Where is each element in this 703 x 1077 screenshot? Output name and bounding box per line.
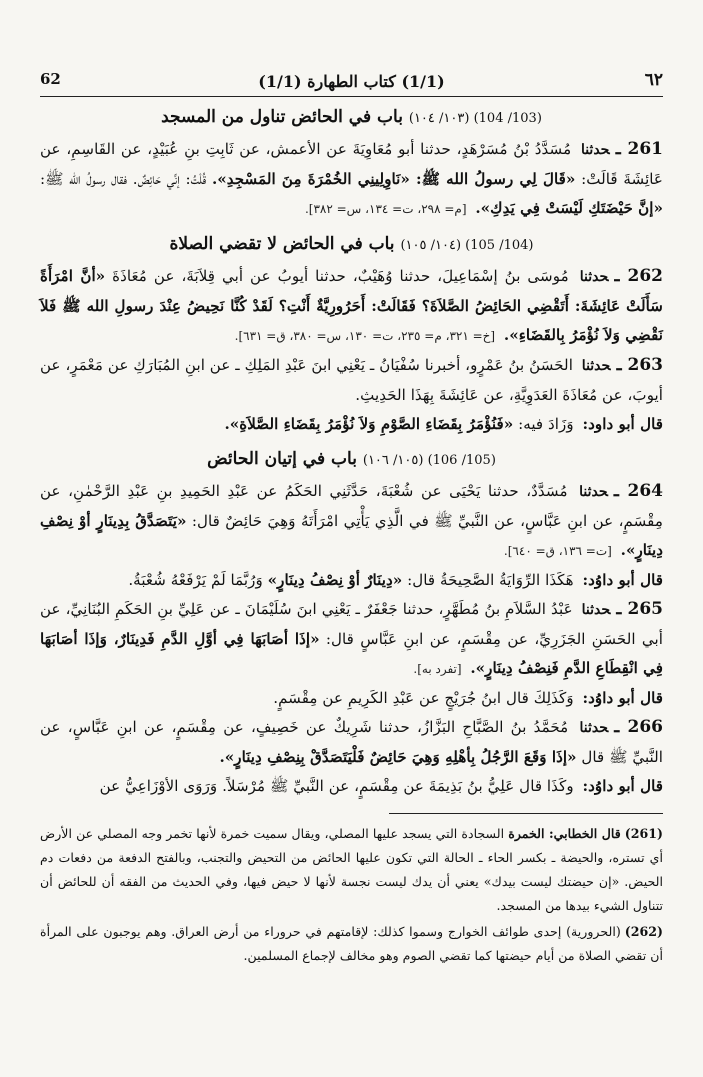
hadith-265	[40, 595, 663, 684]
isnad-text: الحَسَنُ بنُ عَمْرٍو، أخبرنا سُفْيَانُ ـ يَعْنِي ابنَ عَبْدِ المَلِكِ ـ عن ابنِ المُبَارَكِ عن مَعْمَرٍ، عن أيوبَ، عن مُعَاذَةَ العَدَوِيَّةِ، عن عَائِشَةَ بِهَذَا الحَدِيثِ.	[40, 356, 663, 404]
abu-dawud-label: قال أبو داوُد:	[582, 571, 663, 589]
haddathana-label: حدثنا	[581, 602, 611, 618]
abu-dawud-note-266	[40, 772, 663, 801]
haddathana-label: حدثنا	[579, 720, 609, 736]
hadith-number: 261 ـ	[615, 139, 663, 159]
chapter-title: باب في الحائض لا تقضي الصلاة	[169, 234, 395, 254]
footnote-separator	[389, 813, 663, 814]
chapter-title: باب في الحائض تناول من المسجد	[161, 107, 403, 127]
hadith-number: 263 ـ	[616, 355, 664, 375]
abu-dawud-label: قال أبو داود:	[582, 415, 663, 433]
page-number-arabic: ٦٢	[644, 70, 663, 90]
footnote-number: (261)	[624, 826, 663, 841]
isnad-text: مُسَدَّدُ بْنُ مُسَرْهَدٍ، حدثنا أبو مُعَاوِيَةَ عن الأعمش، عن ثَابِتِ بنِ عُبَيْدٍ، عن القَاسِمِ، عن عَائِشَةَ قَالَتْ:	[40, 140, 663, 188]
chapter-number: (103/ 104) (١٠٣/ ١٠٤)	[408, 111, 542, 126]
hadith-261	[40, 135, 663, 224]
takhrij-reference: [خ= ٣٢١، م= ٢٣٥، ت= ١٣٠، س= ٣٨٠، ق= ٦٣١].	[234, 329, 496, 343]
note-text: هَكَذَا الرِّوَايَةُ الصَّحِيحَةُ قال:	[402, 571, 579, 589]
haddathana-label: حدثنا	[579, 484, 608, 500]
hadith-263	[40, 351, 663, 410]
abu-dawud-label: قال أبو داوُد:	[582, 777, 663, 795]
matn-quote: «فَنُؤْمَرُ بِقَضَاءِ الصَّوْمِ وَلاَ نُؤْمَرُ بِقَضَاءِ الصَّلاَةِ».	[224, 415, 514, 433]
hadith-264	[40, 477, 663, 566]
footnotes	[40, 822, 663, 968]
isnad-text: مُسَدَّدٌ، حدثنا يَحْيَى عن شُعْبَةَ، حَدَّثَنِي الحَكَمُ عن عَبْدِ الحَمِيدِ بنِ عَبْدِ الرَّحْمٰنِ، عن مِقْسَمٍ، عن ابنِ عَبَّاسٍ، عن النَّبيِّ ﷺ في الَّذِي يَأْتِي امْرَأَتَهُ وَهِيَ حَائِضٌ قال:	[40, 482, 663, 530]
footnote-261	[40, 822, 663, 918]
chapter-number: (104/ 105) (١٠٤/ ١٠٥)	[400, 238, 534, 253]
page-number-latin: 62	[40, 70, 61, 88]
haddathana-label: حدثنا	[580, 142, 610, 158]
running-title: (1/1) كتاب الطهارة (1/1)	[258, 72, 445, 91]
note-text: وَرُبَّمَا لَمْ يَرْفَعْهُ شُعْبَةُ.	[128, 571, 268, 589]
matn-quote: «دِينَارٌ أوْ نِصْفُ دِينَارٍ»	[267, 571, 403, 589]
footnote-text: إحدى طوائف الخوارج وسموا كذلك: لإقامتهم في حروراء من أرض العراق. وهم يوجبون على المرأة أن تقضي الصلاة من أيام حيضتها كما تقضي الصوم وهو مخالف لإجماع المسلمين.	[40, 924, 663, 963]
hadith-text: قُلْتُ: إنِّي حَائِضٌ. فقال رسولُ الله ﷺ:	[40, 170, 212, 188]
hadith-262	[40, 262, 663, 351]
chapter-number: (105/ 106) (١٠٥/ ١٠٦)	[362, 453, 496, 468]
isnad-text: عَبْدُ السَّلاَمِ بنُ مُطَهَّرٍ، حدثنا جَعْفَرٌ ـ يَعْنِي ابنَ سُلَيْمَانَ ـ عن عَلِيِّ بنِ الحَكَمِ البُنَانِيِّ، عن أبي الحَسَنِ الجَزَرِيِّ، عن مِقْسَمٍ، عن ابنِ عَبَّاسٍ قال:	[40, 600, 663, 648]
hadith-number: 265 ـ	[616, 599, 663, 619]
hadith-number: 262 ـ	[614, 266, 663, 286]
page-header	[40, 62, 663, 97]
isnad-text: مُحَمَّدُ بنُ الصَّبَّاحِ البَزَّازُ، حدثنا شَرِيكٌ عن خَصِيفٍ، عن مِقْسَمٍ، عن ابنِ عَبَّاسٍ، عن النَّبيِّ ﷺ قال	[40, 718, 663, 766]
abu-dawud-note-263	[40, 410, 663, 439]
footnote-262	[40, 920, 663, 968]
hadith-number: 264 ـ	[613, 481, 664, 501]
matn-quote: «إنَّ حَيْضَتَكِ لَيْسَتْ فِي يَدِكِ».	[475, 199, 663, 217]
takhrij-reference: [ت= ١٣٦، ق= ٦٤٠].	[503, 544, 612, 558]
footnote-number: (262)	[624, 924, 663, 939]
hadith-number: 266 ـ	[614, 717, 663, 737]
chapter-heading-104	[40, 228, 663, 262]
abu-dawud-note-264	[40, 566, 663, 595]
takhrij-reference: [م= ٢٩٨، ت= ١٣٤، س= ٣٨٢].	[304, 202, 467, 216]
note-text: وَزَادَ فيه:	[513, 415, 579, 433]
isnad-text: مُوسَى بنُ إسْمَاعِيلَ، حدثنا وُهَيْبٌ، حدثنا أيوبُ عن أبي قِلاَبَةَ، عن مُعَاذَةَ	[105, 267, 569, 285]
matn-quote: «إذَا أصَابَهَا فِي أوَّلِ الدَّمِ فَدِينَارٌ، وَإذَا أصَابَهَا فِي انْقِطَاعِ الدَّمِ فَنِصْفُ دِينَارٍ».	[40, 630, 663, 677]
haddathana-label: حدثنا	[579, 269, 609, 285]
matn-quote: «أنَّ امْرَأَةً سَأَلَتْ عَائِشَةَ: أَتَقْضِي الحَائِضُ الصَّلاَةَ؟ فَقَالَتْ: أَحَرُورِيَّةٌ أَنْتِ؟ لَقَدْ كُنَّا نَحِيضُ عِنْدَ رسولِ الله ﷺ فَلاَ نَقْضِي وَلاَ نُؤْمَرُ بِالقَضَاءِ».	[40, 267, 663, 344]
footnote-text: السجادة التي يسجد عليها المصلي، ويقال سميت خمرة لأنها تخمر وجه المصلي عن الأرض أي تستره، والحيضة ـ بكسر الحاء ـ الحالة التي تكون عليها الحائض من التحيض والتجنب، وبالفتح الدفعة من دفعات دم الحيض. «إن حيضتك ليست بيدك» يعني أن يدك ليست نجسة لأنها لا حيض فيها، وفي الحديث من الفقه أن للحائض أن تتناول الشيء بيدها من المسجد.	[40, 826, 663, 913]
note-text: وَكَذَلِكَ قال ابنُ جُرَيْجٍ عن عَبْدِ الكَرِيمِ عن مِقْسَمٍ.	[273, 689, 579, 707]
matn-quote: «يَتَصَدَّقُ بِدِينَارٍ أوْ نِصْفِ دِينَارٍ».	[40, 512, 663, 559]
main-text	[40, 101, 663, 801]
haddathana-label: حدثنا	[581, 358, 611, 374]
chapter-heading-105	[40, 443, 663, 477]
note-text: وكَذَا قال عَلِيُّ بنُ بَذِيمَةَ عن مِقْسَمٍ، عن النَّبيِّ ﷺ مُرْسَلاً. وَرَوَى الأوْزَاعِيُّ عن	[99, 777, 579, 795]
matn-quote: «قَالَ لِي رسولُ الله ﷺ: «نَاوِلِينِي الخُمْرَةَ مِنَ المَسْجِدِ».	[212, 170, 576, 188]
hadith-266	[40, 713, 663, 772]
footnote-label: (الحرورية)	[566, 924, 621, 939]
abu-dawud-label: قال أبو داوُد:	[582, 689, 663, 707]
abu-dawud-note-265	[40, 684, 663, 713]
chapter-title: باب في إتيان الحائض	[207, 449, 357, 469]
footnote-label: قال الخطابي: الخمرة	[508, 826, 621, 841]
takhrij-reference: [تفرد به].	[413, 662, 462, 676]
chapter-heading-103	[40, 101, 663, 135]
matn-quote: «إذَا وَقَعَ الرَّجُلُ بِأهْلِهِ وَهِيَ حَائِضٌ فَلْيَتَصَدَّقْ بِنِصْفِ دِينَارٍ».	[219, 748, 577, 766]
